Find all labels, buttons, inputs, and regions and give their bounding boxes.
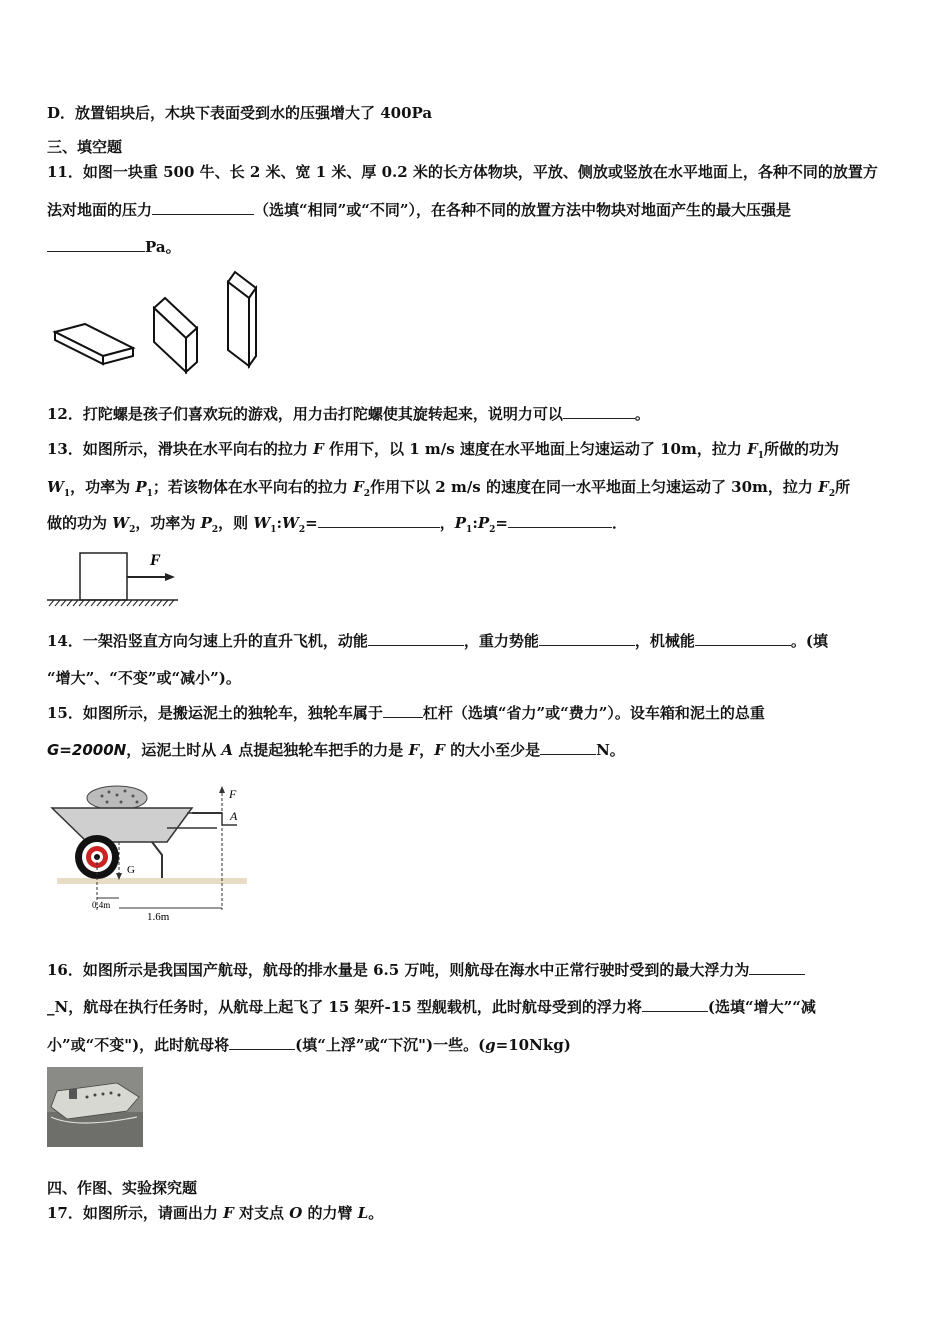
q16-blank-3[interactable] <box>229 1035 295 1050</box>
q12-end: 。 <box>634 405 650 423</box>
q13-p2-sub: 2 <box>211 525 219 535</box>
q11-figure-blocks <box>50 268 270 373</box>
q13-line2 <box>47 477 850 504</box>
q13-line1 <box>47 439 839 466</box>
point-a-label: A <box>230 809 238 823</box>
q17-t2: 对支点 <box>233 1204 290 1222</box>
ground-strip <box>57 878 247 884</box>
q15-blank-2[interactable] <box>540 740 596 755</box>
q13-p1-sub: 1 <box>146 489 153 499</box>
carrier-island <box>69 1089 77 1099</box>
q16-line3 <box>47 1035 571 1055</box>
q14-blank-3[interactable] <box>695 631 791 646</box>
q14-t2: ，重力势能 <box>463 632 539 650</box>
q13-colon2: : <box>472 514 478 532</box>
block-side <box>154 298 197 372</box>
q13-f2b-sub: 2 <box>828 489 836 499</box>
q15-t6: N。 <box>596 741 625 759</box>
q13-t4: ，功率为 <box>70 478 136 496</box>
q12-line <box>47 404 650 424</box>
q13-t5: ；若该物体在水平向右的拉力 <box>152 478 354 496</box>
q17-f: F <box>223 1204 234 1222</box>
q16-t3: (选填“增大”“减 <box>707 998 816 1016</box>
q15-figure-wheelbarrow <box>47 780 247 925</box>
q13-t9: ，功率为 <box>135 514 201 532</box>
force-arrowhead <box>165 573 175 581</box>
q13-t1: 13．如图所示，滑块在水平向右的拉力 <box>47 440 314 458</box>
q15-t1: 15．如图所示，是搬运泥土的独轮车，独轮车属于 <box>47 704 383 722</box>
q10-option-d: D．放置铝块后，木块下表面受到水的压强增大了 400Pa <box>47 104 433 122</box>
q13-r-p1-sub: 1 <box>466 525 473 535</box>
q13-t6: 作用下以 2 m/s 的速度在同一水平地面上匀速运动了 30m，拉力 <box>370 478 819 496</box>
slider-block <box>80 553 127 600</box>
q17-l: L <box>357 1204 369 1222</box>
q15-comma: ， <box>419 741 435 759</box>
q14-t1: 14．一架沿竖直方向匀速上升的直升飞机，动能 <box>47 632 368 650</box>
q16-blank-2[interactable] <box>642 997 708 1012</box>
q13-r-w1-sub: 1 <box>270 525 277 535</box>
q17-line <box>47 1203 383 1223</box>
force-f-arrowhead <box>219 786 225 793</box>
q14-blank-1[interactable] <box>368 631 464 646</box>
q11-text-a: 法对地面的压力 <box>47 201 153 219</box>
q13-blank-2[interactable] <box>508 513 612 528</box>
q15-line1 <box>47 703 765 723</box>
q17-o: O <box>289 1204 303 1222</box>
q17-t3: 的力臂 <box>302 1204 358 1222</box>
q16-t1: 16．如图所示是我国国产航母，航母的排水量是 6.5 万吨，则航母在海水中正常行驶时受到的最大浮力为 <box>47 961 750 979</box>
q16-line2 <box>47 997 816 1017</box>
q13-t7: 所 <box>835 478 851 496</box>
q13-eq2: = <box>495 514 508 532</box>
q11-text-b: （选填“相同”或“不同”），在各种不同的放置方法中物块对地面产生的最大压强是 <box>254 201 792 219</box>
q13-f2: F <box>353 478 364 496</box>
q13-f2-sub: 2 <box>363 489 371 499</box>
q16-line1 <box>47 960 805 980</box>
q15-a: A <box>221 741 234 759</box>
q13-f1: F <box>747 440 758 458</box>
q16-blank-1[interactable] <box>749 960 805 975</box>
dim-16-label: 1.6m <box>147 911 170 923</box>
q12-text: 12．打陀螺是孩子们喜欢玩的游戏，用力击打陀螺使其旋转起来，说明力可以 <box>47 405 563 423</box>
q11-line2 <box>47 200 791 220</box>
q15-line2 <box>47 740 625 760</box>
q16-t6: =10Nkg) <box>495 1036 571 1054</box>
q11-line3 <box>47 237 181 257</box>
q13-t10: ，则 <box>218 514 254 532</box>
block-upright <box>228 272 256 366</box>
q16-g: g <box>485 1036 496 1054</box>
q14-line1 <box>47 631 828 651</box>
photo-sea <box>47 1112 143 1147</box>
q17-t1: 17．如图所示，请画出力 <box>47 1204 224 1222</box>
q13-t8: 做的功为 <box>47 514 113 532</box>
q13-eq1: = <box>305 514 318 532</box>
q13-r-p1: P <box>454 514 467 532</box>
q14-t4: 。(填 <box>790 632 829 650</box>
q13-line3 <box>47 513 627 540</box>
q15-t5: 的大小至少是 <box>444 741 541 759</box>
q11-blank-1[interactable] <box>152 200 254 215</box>
q13-blank-1[interactable] <box>318 513 440 528</box>
q14-line2: “增大”、“不变”或“减小”)。 <box>47 669 241 687</box>
q13-sep: ， <box>439 514 455 532</box>
q15-f: F <box>408 741 420 759</box>
q15-f2: F <box>434 741 445 759</box>
q13-t3: 所做的功为 <box>764 440 840 458</box>
q15-blank-1[interactable] <box>383 703 423 718</box>
ground-hatch <box>49 600 174 606</box>
q11-blank-2[interactable] <box>47 237 145 252</box>
block-flat <box>55 324 133 364</box>
q16-t5: (填“上浮”或“下沉")一些。( <box>295 1036 486 1054</box>
barrow-tray <box>52 808 192 842</box>
q13-p2: P <box>200 514 212 532</box>
q11-line1: 11．如图一块重 500 牛、长 2 米、宽 1 米、厚 0.2 米的长方体物块，平放、侧放或竖放在水平地面上，各种不同的放置方 <box>47 163 878 181</box>
force-label: F <box>150 552 161 569</box>
q15-t4: 点提起独轮车把手的力是 <box>233 741 409 759</box>
q13-r-p2: P <box>477 514 490 532</box>
q13-r-w2-sub: 2 <box>298 525 306 535</box>
q13-w1: W <box>47 478 64 496</box>
q15-g: G=2000N <box>47 741 127 759</box>
q13-w2-sub: 2 <box>129 525 136 535</box>
q16-figure-carrier-photo <box>47 1067 143 1147</box>
q13-r-w2: W <box>282 514 299 532</box>
q16-t4: 小”或“不变")，此时航母将 <box>47 1036 230 1054</box>
q16-t2: _N，航母在执行任务时，从航母上起飞了 15 架歼-15 型舰载机，此时航母受到的浮力将 <box>47 998 642 1016</box>
q15-t2: 杠杆（选填“省力”或“费力”）。设车箱和泥土的总重 <box>422 704 765 722</box>
q13-w2: W <box>112 514 130 532</box>
barrow-leg <box>152 842 162 878</box>
q13-figure-slider <box>47 545 182 610</box>
q17-end: 。 <box>368 1204 384 1222</box>
q13-t2: 作用下，以 1 m/s 速度在水平地面上匀速运动了 10m，拉力 <box>323 440 748 458</box>
q13-f2b: F <box>818 478 829 496</box>
force-f-label: F <box>229 787 237 801</box>
q13-f: F <box>313 440 324 458</box>
q13-w1-sub: 1 <box>63 489 71 499</box>
section4-heading: 四、作图、实验探究题 <box>47 1179 198 1197</box>
dim-04-label: 0.4m <box>92 900 111 910</box>
soil-heap <box>87 786 147 810</box>
q11-unit: Pa。 <box>145 238 181 256</box>
q13-p1: P <box>135 478 147 496</box>
gravity-label: G <box>127 864 135 876</box>
q15-t3: ，运泥土时从 <box>126 741 222 759</box>
q13-end: ． <box>611 514 627 532</box>
q13-colon1: : <box>276 514 283 532</box>
q13-r-w1: W <box>253 514 271 532</box>
section3-heading: 三、填空题 <box>47 138 123 156</box>
q14-blank-2[interactable] <box>539 631 635 646</box>
q13-r-p2-sub: 2 <box>489 525 496 535</box>
q14-t3: ，机械能 <box>634 632 695 650</box>
q12-blank[interactable] <box>563 404 635 419</box>
q13-sub1: 1 <box>757 451 765 461</box>
